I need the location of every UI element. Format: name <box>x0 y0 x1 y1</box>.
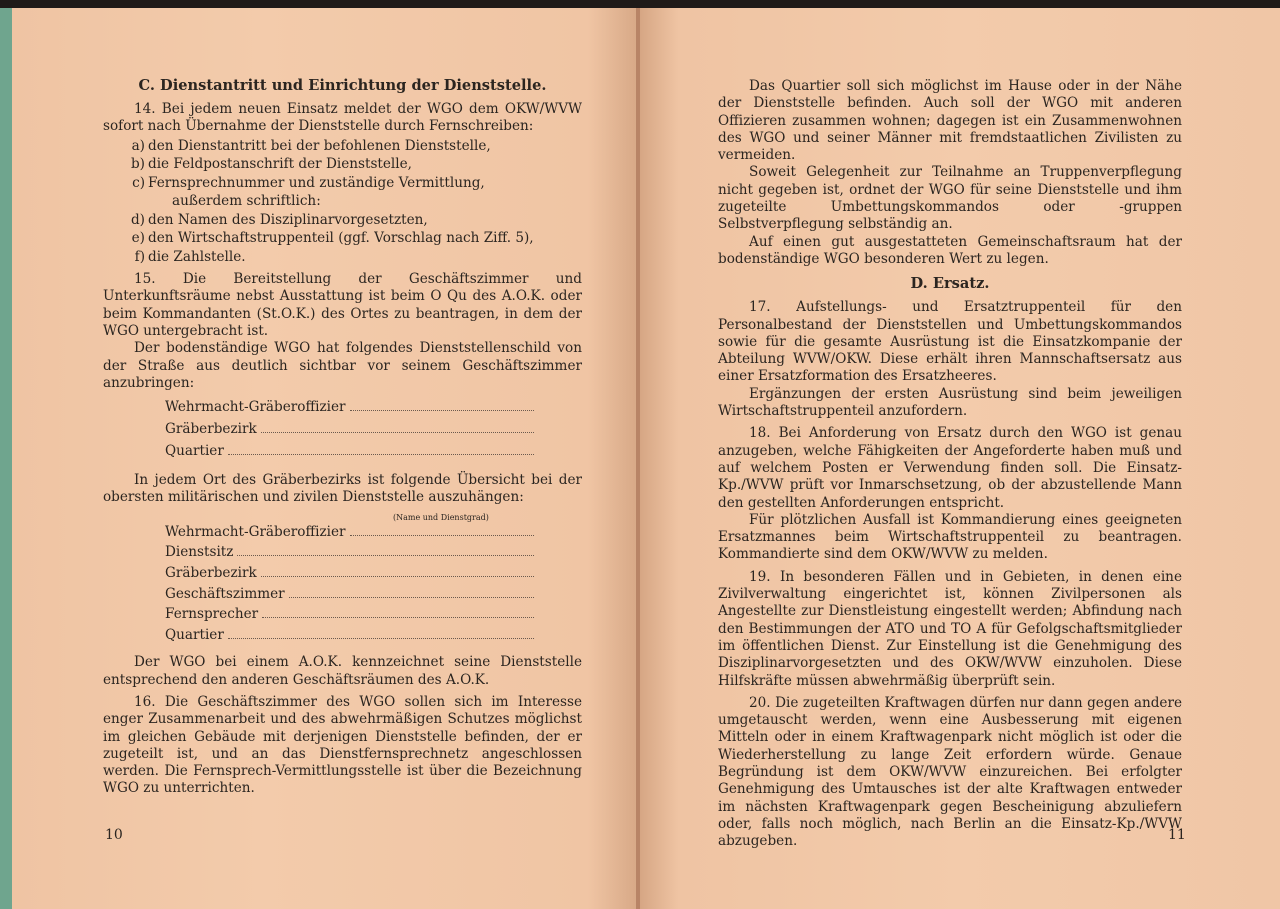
list-item-text: Fernsprechnummer und zuständige Vermittlung, <box>148 174 485 191</box>
list-marker: d) <box>130 211 145 228</box>
top-edge <box>0 0 1280 8</box>
form-row <box>165 626 582 647</box>
right-page <box>640 8 1280 909</box>
form-dotted-line <box>261 420 534 433</box>
form-note: (Name und Dienstgrad) <box>393 512 489 522</box>
form-row <box>165 398 582 420</box>
form-label: Quartier <box>165 626 224 643</box>
right-page-content <box>718 78 1182 850</box>
list-item-continuation: außerdem schriftlich: <box>172 193 321 210</box>
form-dotted-line <box>228 626 534 639</box>
paragraph-common-room: Auf einen gut ausgestatteten Gemeinschaftsraum hat der bodenständige WGO besonderen Wert zu legen. <box>718 233 1182 267</box>
list-item-text: den Dienstantritt bei der befohlenen Dienststelle, <box>148 137 491 154</box>
paragraph-18: 18. Bei Anforderung von Ersatz durch den WGO ist genau anzugeben, welche Fähigkeiten der Angeforderte haben muß und auf welchem Posten er Verwendung finden soll. Die Einsatz-Kp./WVW prüft vor Inmarschsetzung, ob der abzustellende Mann den gestellten Anforderungen entspricht. <box>718 425 1182 511</box>
left-page <box>12 8 638 909</box>
form-label: Wehrmacht-Gräberoffizier <box>165 399 346 416</box>
paragraph-16: 16. Die Geschäftszimmer des WGO sollen sich im Interesse enger Zusammenarbeit und des abwehrmäßigen Schutzes möglichst im gleichen Gebäude mit derjenigen Dienststelle befinden, der er zugeteilt ist, und an das Dienstfernsprechnetz angeschlossen werden. Die Fernsprech-Vermittlungsstelle ist über die Bezeichnung WGO zu unterrichten. <box>103 693 582 797</box>
form-row <box>165 420 582 442</box>
paragraph-20: 20. Die zugeteilten Kraftwagen dürfen nur dann gegen andere umgetauscht werden, wenn eine Ausbesserung mit eigenen Mitteln oder in einem Kraftwagenpark nicht möglich ist oder die Wiederherstellung zu lange Zeit erfordern würde. Genaue Begründung ist dem OKW/WVW einzureichen. Bei erfolgter Genehmigung des Umtausches ist der alte Kraftwagen entweder im nächsten Kraftwagenpark gegen Bescheinigung abzuliefern oder, falls noch möglich, nach Berlin an die Einsatz-Kp./WVW abzugeben. <box>718 694 1182 850</box>
list-item-text: die Feldpostanschrift der Dienststelle, <box>148 156 412 173</box>
form-dotted-line <box>350 523 534 536</box>
form-dotted-line <box>228 442 534 455</box>
section-heading-c: C. Dienstantritt und Einrichtung der Dienststelle. <box>138 77 547 94</box>
paragraph-14: 14. Bei jedem neuen Einsatz meldet der WGO dem OKW/WVW sofort nach Übernahme der Dienststelle durch Fernschreiben: <box>103 101 582 135</box>
form-dotted-line <box>350 398 534 411</box>
paragraph-19: 19. In besonderen Fällen und in Gebieten, in denen eine Zivilverwaltung eingerichtet ist, können Zivilpersonen als Angestellte zur Dienstleistung eingestellt werden; Abfindung nach den Bestimmungen der ATO und TO A für Gefolgschaftsmitglieder im öffentlichen Dienst. Zur Einstellung ist die Genehmigung des Disziplinarvorgesetzten und des OKW/WVW einzuholen. Diese Hilfskräfte müssen abwehrmäßig überprüft sein. <box>718 568 1182 689</box>
paragraph-15: 15. Die Bereitstellung der Geschäftszimmer und Unterkunftsräume nebst Ausstattung ist beim O Qu des A.O.K. oder beim Kommandanten (St.O.K.) des Ortes zu beantragen, in dem der WGO untergebracht ist. <box>103 271 582 339</box>
form-row <box>165 564 582 585</box>
form-dotted-line <box>262 605 534 618</box>
form-row <box>165 543 582 564</box>
list-item <box>103 174 582 211</box>
paragraph-15-overview: In jedem Ort des Gräberbezirks ist folgende Übersicht bei der obersten militärischen und zivilen Dienststelle auszuhängen: <box>103 472 582 506</box>
list-item <box>103 137 582 156</box>
form-dotted-line <box>237 543 534 556</box>
form-label: Gräberbezirk <box>165 421 257 438</box>
paragraph-17-supplements: Ergänzungen der ersten Ausrüstung sind beim jeweiligen Wirtschaftstruppenteil anzufordern. <box>718 385 1182 420</box>
form-label: Fernsprecher <box>165 606 259 623</box>
paragraph-18-replacement: Für plötzlichen Ausfall ist Kommandierung eines geeigneten Ersatzmannes beim Wirtschaftstruppenteil zu beantragen. Kommandierte sind dem OKW/WVW zu melden. <box>718 511 1182 563</box>
overview-form <box>103 513 582 647</box>
form-dotted-line <box>261 564 534 577</box>
list-item <box>103 248 582 267</box>
section-heading-d: D. Ersatz. <box>910 275 990 293</box>
form-row <box>165 523 582 544</box>
list-item-text: den Wirtschaftstruppenteil (ggf. Vorschlag nach Ziff. 5), <box>148 230 534 247</box>
list-marker: c) <box>132 174 145 191</box>
list-item <box>103 211 582 230</box>
paragraph-quarter: Das Quartier soll sich möglichst im Hause oder in der Nähe der Dienststelle befinden. Auch soll der WGO mit anderen Offizieren zusammen wohnen; dagegen ist ein Zusammenwohnen des WGO und seiner Männer mit fremdstaatlichen Zivilisten zu vermeiden. <box>718 78 1182 164</box>
sign-form <box>103 398 582 464</box>
list-item-text: die Zahlstelle. <box>148 248 246 265</box>
list-item <box>103 229 582 248</box>
form-row <box>165 605 582 626</box>
form-label: Quartier <box>165 443 224 460</box>
list-marker: a) <box>131 137 145 154</box>
list-item <box>103 155 582 174</box>
paragraph-rations: Soweit Gelegenheit zur Teilnahme an Truppenverpflegung nicht gegeben ist, ordnet der WGO für seine Dienststelle und ihm zugeteilte Umbettungskommandos oder -gruppen Selbstverpflegung selbständig an. <box>718 164 1182 233</box>
paragraph-15-aok: Der WGO bei einem A.O.K. kennzeichnet seine Dienststelle entsprechend den anderen Geschäftsräumen des A.O.K. <box>103 654 582 688</box>
form-label: Geschäftszimmer <box>165 585 285 602</box>
list-marker: b) <box>130 156 145 173</box>
left-page-content <box>103 76 582 798</box>
form-dotted-line <box>289 585 534 598</box>
list-marker: e) <box>131 230 145 247</box>
list-marker: f) <box>134 248 145 265</box>
page-number: 10 <box>105 827 123 843</box>
list-item-text: den Namen des Disziplinarvorgesetzten, <box>148 211 428 228</box>
form-label: Gräberbezirk <box>165 564 257 581</box>
form-label: Wehrmacht-Gräberoffizier <box>165 523 346 540</box>
form-row <box>165 585 582 606</box>
form-row <box>165 442 582 464</box>
page-number: 11 <box>1168 827 1186 843</box>
paragraph-15-sign: Der bodenständige WGO hat folgendes Dienststellenschild von der Straße aus deutlich sichtbar vor seinem Geschäftszimmer anzubringen: <box>103 340 582 391</box>
list-14 <box>103 137 582 267</box>
form-label: Dienstsitz <box>165 544 234 561</box>
paragraph-17: 17. Aufstellungs- und Ersatztruppenteil für den Personalbestand der Dienststellen und Umbettungskommandos sowie für die gesamte Ausrüstung ist die Einsatzkompanie der Abteilung WVW/OKW. Diese erhält ihren Mannschaftsersatz aus einer Ersatzformation des Ersatzheeres. <box>718 299 1182 385</box>
